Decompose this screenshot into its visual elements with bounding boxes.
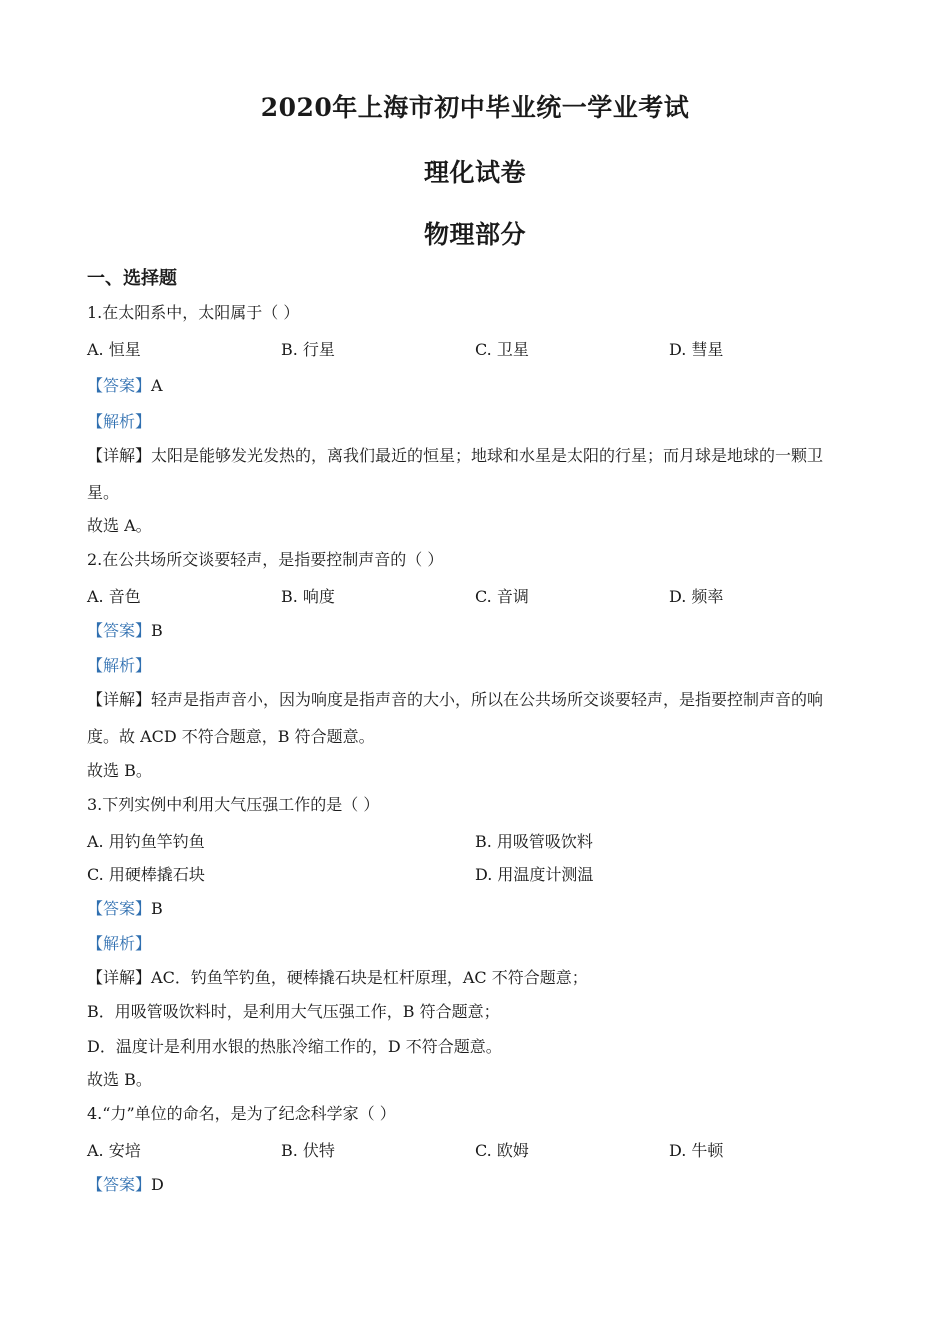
q3-answer-value: B — [151, 899, 163, 918]
q1-option-c: C. 卫星 — [475, 340, 529, 359]
detail-tag: 【详解】 — [87, 690, 152, 709]
q3-option-c: C. 用硬棒撬石块 — [87, 865, 205, 884]
answer-tag: 【答案】 — [87, 1175, 152, 1194]
q4-answer — [87, 1174, 164, 1196]
q4-answer-value: D — [151, 1175, 164, 1194]
q3-detail-b: B．用吸管吸饮料时，是利用大气压强工作，B 符合题意； — [87, 1002, 500, 1021]
detail-tag: 【详解】 — [87, 446, 152, 465]
q3-analysis-tag: 【解析】 — [87, 934, 152, 953]
section-heading: 一、选择题 — [87, 268, 177, 289]
q3-detail-text: AC．钓鱼竿钓鱼，硬棒撬石块是杠杆原理，AC 不符合题意； — [151, 968, 588, 987]
q1-analysis-tag: 【解析】 — [87, 412, 152, 431]
q2-detail-text: 轻声是指声音小，因为响度是指声音的大小，所以在公共场所交谈要轻声，是指要控制声音的响 — [151, 690, 824, 709]
q2-analysis-tag: 【解析】 — [87, 656, 152, 675]
q3-stem: 3.下列实例中利用大气压强工作的是（ ） — [87, 795, 380, 814]
q3-option-d: D. 用温度计测温 — [475, 865, 594, 884]
q4-option-b: B. 伏特 — [281, 1141, 335, 1160]
exam-subtitle: 理化试卷 — [423, 158, 526, 187]
exam-part: 物理部分 — [423, 220, 526, 249]
q1-answer — [87, 375, 163, 397]
q3-option-a: A. 用钓鱼竿钓鱼 — [87, 832, 205, 851]
q2-answer — [87, 620, 163, 642]
q2-answer-value: B — [151, 621, 163, 640]
q2-option-d: D. 频率 — [669, 587, 724, 606]
q2-stem: 2.在公共场所交谈要轻声，是指要控制声音的（ ） — [87, 550, 444, 569]
q3-conclusion: 故选 B。 — [87, 1070, 152, 1089]
q1-option-d: D. 彗星 — [669, 340, 724, 359]
q3-detail-d: D．温度计是利用水银的热胀冷缩工作的，D 不符合题意。 — [87, 1037, 502, 1056]
q1-detail — [87, 445, 823, 467]
q2-detail-cont: 度。故 ACD 不符合题意，B 符合题意。 — [87, 727, 375, 746]
exam-title: 2020年上海市初中毕业统一学业考试 — [260, 93, 690, 122]
q2-option-b: B. 响度 — [281, 587, 335, 606]
q1-detail-text: 太阳是能够发光发热的，离我们最近的恒星；地球和水星是太阳的行星；而月球是地球的一颗卫 — [151, 446, 824, 465]
q4-option-a: A. 安培 — [87, 1141, 141, 1160]
q2-option-a: A. 音色 — [87, 587, 141, 606]
q1-answer-value: A — [151, 376, 163, 395]
answer-tag: 【答案】 — [87, 621, 152, 640]
answer-tag: 【答案】 — [87, 899, 152, 918]
q2-detail — [87, 689, 823, 711]
q1-detail-cont: 星。 — [87, 483, 120, 502]
q1-conclusion: 故选 A。 — [87, 516, 152, 535]
q3-option-b: B. 用吸管吸饮料 — [475, 832, 593, 851]
answer-tag: 【答案】 — [87, 376, 152, 395]
q1-option-a: A. 恒星 — [87, 340, 141, 359]
q3-detail — [87, 967, 588, 989]
q4-option-c: C. 欧姆 — [475, 1141, 529, 1160]
q4-stem: 4.“力”单位的命名，是为了纪念科学家（ ） — [87, 1104, 396, 1123]
q1-stem: 1.在太阳系中，太阳属于（ ） — [87, 303, 300, 322]
q2-conclusion: 故选 B。 — [87, 761, 152, 780]
q3-answer — [87, 898, 163, 920]
q2-option-c: C. 音调 — [475, 587, 529, 606]
detail-tag: 【详解】 — [87, 968, 152, 987]
q1-option-b: B. 行星 — [281, 340, 335, 359]
q4-option-d: D. 牛顿 — [669, 1141, 724, 1160]
